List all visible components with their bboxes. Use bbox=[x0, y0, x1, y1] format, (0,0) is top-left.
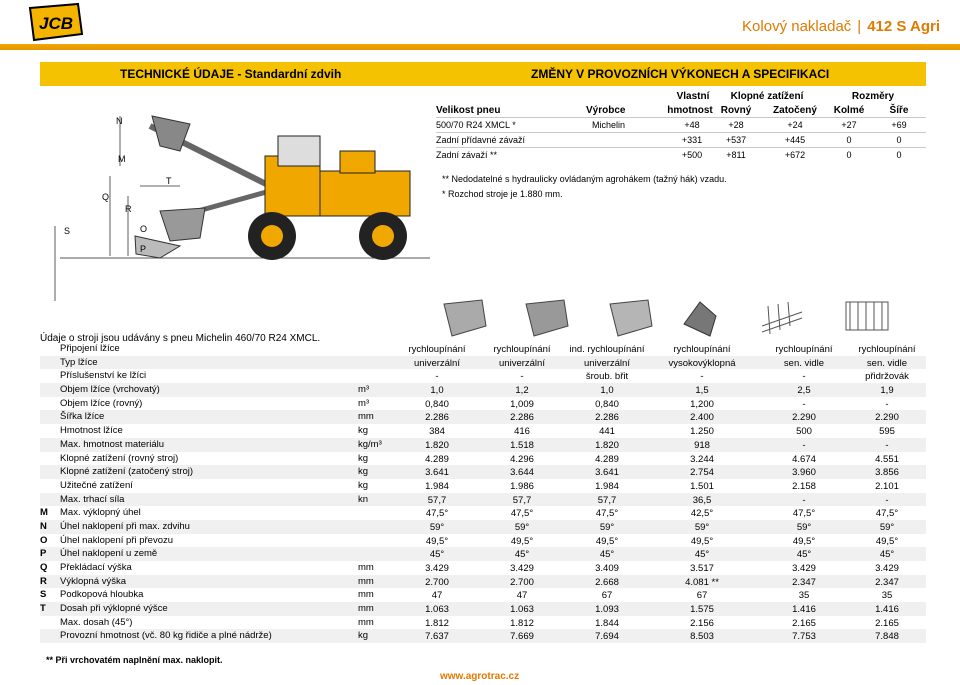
table-row bbox=[40, 397, 926, 411]
table-row bbox=[40, 547, 926, 561]
note-track: * Rozchod stroje je 1.880 mm. bbox=[442, 189, 563, 199]
table-cell: 2.286 bbox=[425, 412, 449, 424]
table-row bbox=[40, 479, 926, 493]
table-cell: 918 bbox=[694, 439, 710, 451]
table-cell: 416 bbox=[514, 426, 530, 438]
tech-data-title: TECHNICKÉ ÚDAJE - Standardní zdvih bbox=[120, 67, 342, 81]
table-cell: 2.290 bbox=[792, 412, 816, 424]
table-cell: 0 bbox=[846, 135, 852, 145]
row-unit: m³ bbox=[358, 384, 370, 396]
table-cell: 2.347 bbox=[792, 576, 816, 588]
row-unit: mm bbox=[358, 603, 374, 615]
table-cell: 3.641 bbox=[425, 467, 449, 479]
table-cell: +28 bbox=[728, 120, 744, 130]
table-cell: univerzální bbox=[499, 357, 545, 369]
table-cell: 42,5° bbox=[690, 508, 714, 520]
table-cell: 2.286 bbox=[595, 412, 619, 424]
table-cell: 59° bbox=[879, 521, 895, 533]
table-cell: +24 bbox=[787, 120, 803, 130]
dimension-letter: O bbox=[40, 534, 48, 546]
table-cell: +537 bbox=[725, 135, 747, 145]
table-cell: 4.081 ** bbox=[685, 576, 719, 588]
table-cell: Zadní přídavné závaží bbox=[436, 135, 526, 145]
label-n: N bbox=[116, 116, 123, 126]
table-cell: 47,5° bbox=[875, 508, 899, 520]
table-cell: - bbox=[520, 371, 524, 383]
row-unit: kg bbox=[358, 479, 369, 491]
table-row bbox=[40, 438, 926, 452]
row-label: Šířka lžíce bbox=[60, 411, 105, 423]
table-row bbox=[40, 424, 926, 438]
table-cell: 2.347 bbox=[875, 576, 899, 588]
table-cell: +672 bbox=[784, 150, 806, 160]
row-unit: mm bbox=[358, 589, 374, 601]
table-cell: 57,7 bbox=[597, 494, 617, 506]
table-cell: 1.812 bbox=[425, 617, 449, 629]
row-unit: mm bbox=[358, 411, 374, 423]
table-cell: 59° bbox=[514, 521, 530, 533]
table-cell: 4.551 bbox=[875, 453, 899, 465]
dimension-letter: N bbox=[40, 520, 47, 532]
table-cell: 36,5 bbox=[692, 494, 712, 506]
row-label: Dosah při výklopné výšce bbox=[60, 603, 168, 615]
row-unit: kn bbox=[358, 493, 369, 505]
table-cell: - bbox=[435, 371, 439, 383]
row-label: Max. trhací síla bbox=[60, 493, 125, 505]
table-cell: 3.244 bbox=[690, 453, 714, 465]
table-cell: univerzální bbox=[414, 357, 460, 369]
bucket-icon bbox=[604, 296, 656, 340]
table-cell: 2.101 bbox=[875, 480, 899, 492]
footer-url[interactable]: www.agrotrac.cz bbox=[440, 671, 520, 682]
table-cell: přidržovák bbox=[865, 371, 909, 383]
table-cell: +48 bbox=[684, 120, 700, 130]
table-row bbox=[40, 602, 926, 616]
table-cell: 2.700 bbox=[425, 576, 449, 588]
table-cell: 4.289 bbox=[595, 453, 619, 465]
table-row bbox=[40, 616, 926, 630]
row-label: Objem lžíce (vrchovatý) bbox=[60, 384, 160, 396]
header-title: Kolový nakladač | 412 S Agri bbox=[742, 18, 940, 35]
table-cell: rychloupínání bbox=[673, 344, 731, 355]
table-cell: - bbox=[802, 439, 806, 451]
table-cell: 3.429 bbox=[510, 563, 534, 574]
table-cell: 1.501 bbox=[690, 480, 714, 492]
table-cell: 3.517 bbox=[690, 563, 714, 574]
table-cell: 1,200 bbox=[690, 398, 714, 410]
table-cell: 7.753 bbox=[792, 631, 816, 643]
table-row bbox=[436, 132, 926, 147]
table-row bbox=[40, 575, 926, 589]
table-cell: 1.063 bbox=[510, 604, 534, 616]
table-row bbox=[40, 506, 926, 520]
table-cell: 1.986 bbox=[510, 480, 534, 492]
table-cell: 0 bbox=[896, 150, 902, 160]
table-cell: +69 bbox=[891, 120, 907, 130]
table-cell: 49,5° bbox=[595, 535, 619, 547]
row-label: Typ lžíce bbox=[60, 356, 98, 368]
high-tip-bucket-icon bbox=[676, 296, 728, 340]
table-cell: 384 bbox=[429, 426, 445, 438]
row-label: Úhel naklopení u země bbox=[60, 548, 158, 560]
table-row bbox=[436, 147, 926, 162]
table-row bbox=[40, 520, 926, 534]
table-cell: 441 bbox=[599, 426, 615, 438]
table-cell: 3.960 bbox=[792, 467, 816, 479]
table-cell: 57,7 bbox=[427, 494, 447, 506]
table-cell: - bbox=[885, 494, 889, 506]
table-cell: 3.429 bbox=[425, 563, 449, 574]
table-cell: 1.250 bbox=[690, 426, 714, 438]
table-cell: 1.416 bbox=[792, 604, 816, 616]
table-cell: 7.694 bbox=[595, 631, 619, 643]
table-cell: 4.289 bbox=[425, 453, 449, 465]
table-cell: 2.668 bbox=[595, 576, 619, 588]
table-cell: 2.400 bbox=[690, 412, 714, 424]
bucket-icon bbox=[438, 296, 490, 340]
label-t: T bbox=[166, 176, 172, 186]
row-label: Úhel naklopení při převozu bbox=[60, 534, 174, 546]
table-cell: 4.296 bbox=[510, 453, 534, 465]
table-cell: 500/70 R24 XMCL * bbox=[436, 120, 516, 130]
table-cell: 3.429 bbox=[875, 563, 899, 574]
table-cell: 1.063 bbox=[425, 604, 449, 616]
row-unit: mm bbox=[358, 575, 374, 587]
row-unit: mm bbox=[358, 616, 374, 628]
svg-text:JCB: JCB bbox=[38, 14, 74, 33]
table-cell: 45° bbox=[796, 549, 812, 561]
dimension-letter: S bbox=[40, 589, 47, 601]
table-cell: sen. vidle bbox=[866, 357, 908, 369]
table-cell: 0 bbox=[896, 135, 902, 145]
row-label: Max. výklopný úhel bbox=[60, 507, 141, 519]
table-row bbox=[40, 410, 926, 424]
row-label: Užitečné zatížení bbox=[60, 479, 133, 491]
row-unit: kg bbox=[358, 630, 369, 642]
table-cell: 2.156 bbox=[690, 617, 714, 629]
tyre-note: Údaje o stroji jsou udávány s pneu Michelin 460/70 R24 XMCL. bbox=[40, 333, 321, 344]
row-unit: m³ bbox=[358, 397, 370, 409]
model-name: 412 S Agri bbox=[867, 18, 940, 35]
table-cell: 1.820 bbox=[595, 439, 619, 451]
row-unit: kg/m³ bbox=[358, 438, 382, 450]
table-cell: 49,5° bbox=[690, 535, 714, 547]
table-row bbox=[40, 561, 926, 575]
table-cell: 2.165 bbox=[875, 617, 899, 629]
table-cell: 2,5 bbox=[797, 385, 811, 397]
table-cell: 67 bbox=[696, 590, 708, 602]
table-cell: 1,009 bbox=[510, 398, 534, 410]
table-cell: 3.644 bbox=[510, 467, 534, 479]
table-cell: 35 bbox=[881, 590, 893, 602]
table-cell: 67 bbox=[601, 590, 613, 602]
changes-header-top: Vlastní Klopné zatížení Rozměry bbox=[676, 91, 895, 102]
table-cell: 35 bbox=[798, 590, 810, 602]
table-cell: 45° bbox=[599, 549, 615, 561]
table-row bbox=[40, 534, 926, 548]
table-cell: 1.984 bbox=[595, 480, 619, 492]
table-cell: 0,840 bbox=[425, 398, 449, 410]
changes-notes bbox=[442, 172, 727, 202]
table-cell: +500 bbox=[681, 150, 703, 160]
table-cell: +27 bbox=[841, 120, 857, 130]
table-cell: 45° bbox=[514, 549, 530, 561]
row-unit: mm bbox=[358, 562, 374, 573]
table-cell: Michelin bbox=[592, 120, 626, 130]
table-cell: 59° bbox=[796, 521, 812, 533]
table-cell: +331 bbox=[681, 135, 703, 145]
table-cell: - bbox=[885, 398, 889, 410]
table-cell: 2.754 bbox=[690, 467, 714, 479]
table-cell: 47 bbox=[431, 590, 443, 602]
row-label: Max. dosah (45°) bbox=[60, 616, 133, 628]
table-row bbox=[40, 465, 926, 479]
table-cell: 49,5° bbox=[425, 535, 449, 547]
table-cell: 47,5° bbox=[510, 508, 534, 520]
dimension-letter: M bbox=[40, 507, 48, 519]
changes-header: Velikost pneu Výrobce hmotnost Rovný Zatočený Kolmé Šíře bbox=[436, 105, 909, 116]
row-label: Objem lžíce (rovný) bbox=[60, 397, 143, 409]
label-p: P bbox=[140, 244, 147, 254]
table-cell: 3.856 bbox=[875, 467, 899, 479]
table-cell: 7.669 bbox=[510, 631, 534, 643]
table-cell: 2.158 bbox=[792, 480, 816, 492]
loader-diagram bbox=[40, 96, 435, 301]
table-cell: 47,5° bbox=[792, 508, 816, 520]
table-cell: 3.641 bbox=[595, 467, 619, 479]
table-cell: rychloupínání bbox=[408, 344, 466, 355]
table-cell: - bbox=[802, 494, 806, 506]
table-cell: šroub. břit bbox=[585, 371, 629, 383]
note-hitch: ** Nedodatelné s hydraulicky ovládaným agrohákem (tažný hák) vzadu. bbox=[442, 174, 727, 184]
row-label: Výklopná výška bbox=[60, 575, 127, 587]
table-row bbox=[40, 383, 926, 397]
table-cell: rychloupínání bbox=[493, 344, 551, 355]
grab-fork-icon bbox=[842, 296, 894, 340]
table-cell: 0 bbox=[846, 150, 852, 160]
table-cell: 1,2 bbox=[515, 385, 529, 397]
label-r: R bbox=[125, 204, 132, 214]
table-cell: 1,0 bbox=[600, 385, 614, 397]
table-row bbox=[40, 356, 926, 370]
table-cell: 1,0 bbox=[430, 385, 444, 397]
row-unit: kg bbox=[358, 466, 369, 478]
table-cell: sen. vidle bbox=[783, 357, 825, 369]
bucket-icon bbox=[520, 296, 572, 340]
table-cell: vysokovýklopná bbox=[668, 357, 736, 369]
table-cell: +811 bbox=[726, 150, 746, 160]
label-s: S bbox=[64, 226, 71, 236]
footnote: ** Při vrchovatém naplnění max. naklopit. bbox=[46, 655, 223, 665]
table-cell: 49,5° bbox=[792, 535, 816, 547]
table-cell: 1.820 bbox=[425, 439, 449, 451]
table-cell: ind. rychloupínání bbox=[569, 344, 645, 355]
table-cell: - bbox=[700, 371, 704, 383]
header-divider bbox=[0, 44, 960, 50]
table-row bbox=[40, 369, 926, 383]
dimension-letter: T bbox=[40, 603, 46, 615]
table-cell: 45° bbox=[694, 549, 710, 561]
dimension-letter: P bbox=[40, 548, 47, 560]
row-label: Provozní hmotnost (vč. 80 kg řidiče a plné nádrže) bbox=[60, 630, 272, 642]
table-cell: 2.700 bbox=[510, 576, 534, 588]
table-row bbox=[436, 117, 926, 132]
table-cell: 3.429 bbox=[792, 563, 816, 574]
table-cell: 1,9 bbox=[880, 385, 894, 397]
table-cell: 7.637 bbox=[425, 631, 449, 643]
table-cell: rychloupínání bbox=[858, 344, 916, 355]
table-cell: Zadní závaží ** bbox=[436, 150, 498, 160]
row-label: Úhel naklopení při max. zdvihu bbox=[60, 520, 190, 532]
dimension-letter: R bbox=[40, 575, 47, 587]
table-cell: - bbox=[802, 371, 806, 383]
row-label: Příslušenství ke lžíci bbox=[60, 370, 147, 382]
row-label: Podkopová hloubka bbox=[60, 589, 144, 601]
table-cell: 45° bbox=[429, 549, 445, 561]
table-cell: 59° bbox=[429, 521, 445, 533]
page-header bbox=[0, 0, 960, 50]
table-row bbox=[40, 493, 926, 507]
table-cell: 47 bbox=[516, 590, 528, 602]
table-cell: +445 bbox=[784, 135, 806, 145]
table-cell: 8.503 bbox=[690, 631, 714, 643]
row-label: Připojení lžíce bbox=[60, 343, 120, 354]
row-label: Překládací výška bbox=[60, 562, 132, 573]
table-cell: 1.416 bbox=[875, 604, 899, 616]
changes-table bbox=[436, 89, 926, 162]
table-cell: 2.286 bbox=[510, 412, 534, 424]
table-cell: univerzální bbox=[584, 357, 630, 369]
table-cell: 500 bbox=[796, 426, 812, 438]
row-label: Klopné zatížení (zatočený stroj) bbox=[60, 466, 194, 478]
table-cell: 4.674 bbox=[792, 453, 816, 465]
table-cell: 0,840 bbox=[595, 398, 619, 410]
table-cell: 1.575 bbox=[690, 604, 714, 616]
table-cell: 47,5° bbox=[595, 508, 619, 520]
table-row bbox=[40, 342, 926, 356]
changes-title: ZMĚNY V PROVOZNÍCH VÝKONECH A SPECIFIKACI bbox=[531, 67, 830, 81]
table-cell: 47,5° bbox=[425, 508, 449, 520]
table-cell: 595 bbox=[879, 426, 895, 438]
table-cell: 3.409 bbox=[595, 563, 619, 574]
jcb-logo bbox=[26, 2, 86, 42]
table-cell: 1.984 bbox=[425, 480, 449, 492]
table-cell: 49,5° bbox=[875, 535, 899, 547]
table-cell: 45° bbox=[879, 549, 895, 561]
label-m: M bbox=[118, 154, 126, 164]
dimension-letter: Q bbox=[40, 562, 48, 573]
table-cell: 57,7 bbox=[512, 494, 532, 506]
row-unit: kg bbox=[358, 452, 369, 464]
row-label: Hmotnost lžíce bbox=[60, 425, 123, 437]
table-cell: 7.848 bbox=[875, 631, 899, 643]
table-cell: 1.093 bbox=[595, 604, 619, 616]
table-cell: 49,5° bbox=[510, 535, 534, 547]
table-cell: 1.844 bbox=[595, 617, 619, 629]
table-cell: - bbox=[885, 439, 889, 451]
table-cell: 2.165 bbox=[792, 617, 816, 629]
table-row bbox=[40, 452, 926, 466]
table-cell: - bbox=[802, 398, 806, 410]
row-label: Max. hmotnost materiálu bbox=[60, 438, 165, 450]
table-cell: 1.518 bbox=[510, 439, 534, 451]
table-cell: 1.812 bbox=[510, 617, 534, 629]
label-o: O bbox=[140, 224, 148, 234]
table-cell: rychloupínání bbox=[775, 344, 833, 355]
spec-table bbox=[40, 342, 926, 643]
row-label: Klopné zatížení (rovný stroj) bbox=[60, 452, 179, 464]
product-name: Kolový nakladač bbox=[742, 18, 852, 35]
fork-icon bbox=[758, 296, 810, 340]
table-cell: 59° bbox=[694, 521, 710, 533]
table-row bbox=[40, 629, 926, 643]
table-cell: 1,5 bbox=[695, 385, 709, 397]
row-unit: kg bbox=[358, 425, 369, 437]
table-cell: 2.290 bbox=[875, 412, 899, 424]
table-row bbox=[40, 588, 926, 602]
table-cell: 59° bbox=[599, 521, 615, 533]
label-q: Q bbox=[102, 192, 110, 202]
